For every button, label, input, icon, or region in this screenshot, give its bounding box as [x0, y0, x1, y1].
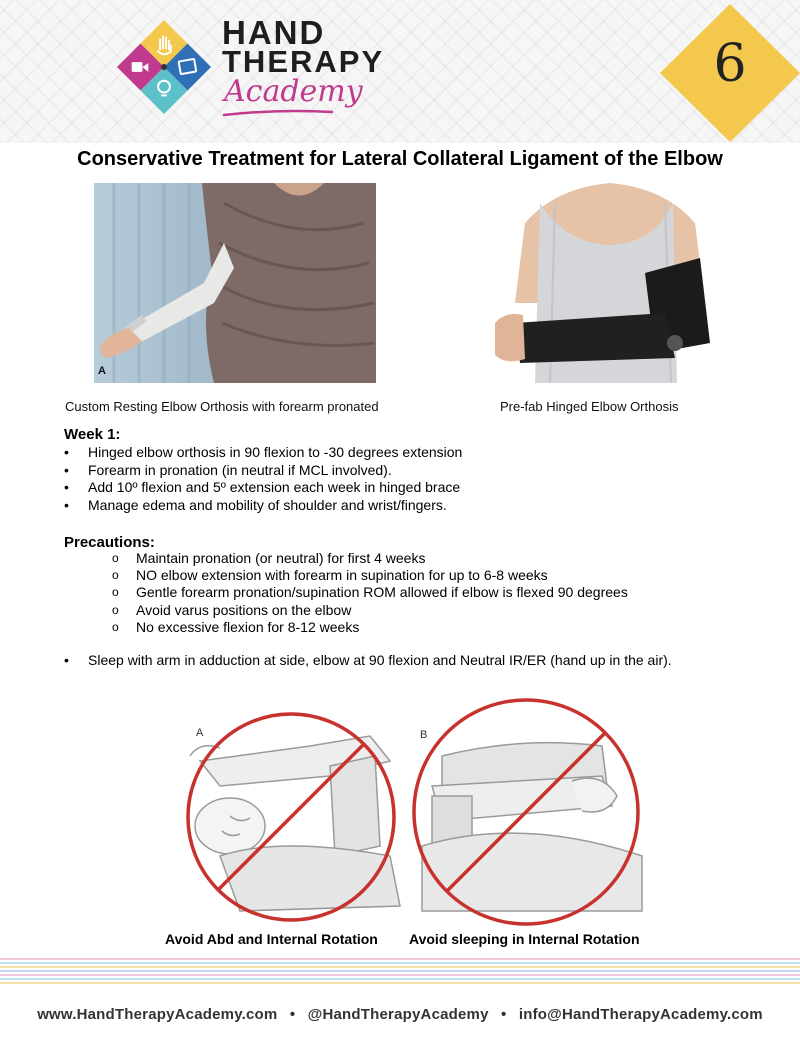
week1-list: [64, 444, 462, 514]
stripe-line: [0, 978, 800, 980]
stripe-line: [0, 970, 800, 972]
left-photo-caption: Custom Resting Elbow Orthosis with forearm pronated: [65, 399, 379, 414]
list-item: • Hinged elbow orthosis in 90 flexion to -30 degrees extension: [64, 444, 462, 462]
page-title: Conservative Treatment for Lateral Collateral Ligament of the Elbow: [77, 148, 723, 170]
logo-swoosh-icon: [222, 108, 334, 118]
hand-therapy-logo-icon: [115, 18, 213, 116]
week1-heading: Week 1:: [64, 426, 121, 443]
list-item: • Manage edema and mobility of shoulder and wrist/fingers.: [64, 497, 462, 515]
list-item: o No excessive flexion for 8-12 weeks: [112, 619, 628, 636]
precautions-heading: Precautions:: [64, 534, 155, 551]
right-photo-caption: Pre-fab Hinged Elbow Orthosis: [500, 399, 679, 414]
list-item: o Gentle forearm pronation/supination ROM allowed if elbow is flexed 90 degrees: [112, 584, 628, 601]
footer-contact: [0, 1006, 800, 1023]
list-item: o Avoid varus positions on the elbow: [112, 602, 628, 619]
resting-orthosis-illustration: [94, 183, 376, 383]
footer-social-link[interactable]: @HandTherapyAcademy: [307, 1006, 489, 1023]
illustration-b-caption: Avoid sleeping in Internal Rotation: [409, 931, 640, 947]
footer-separator: •: [289, 1006, 296, 1023]
stripe-line: [0, 974, 800, 976]
logo-text-hand: HAND: [222, 14, 326, 51]
logo-text-academy: Academy: [224, 74, 363, 109]
hinged-orthosis-photo: [495, 183, 725, 383]
resting-orthosis-photo: [94, 183, 376, 383]
sleep-instruction: • Sleep with arm in adduction at side, elbow at 90 flexion and Neutral IR/ER (hand up in the air).: [64, 652, 672, 668]
no-internal-rotation-illustration: [402, 696, 650, 928]
footer-stripes: [0, 958, 800, 990]
list-item: • Add 10º flexion and 5º extension each week in hinged brace: [64, 479, 462, 497]
footer-email-link[interactable]: info@HandTherapyAcademy.com: [518, 1006, 763, 1023]
page-number: 6: [713, 34, 747, 94]
list-item: o NO elbow extension with forearm in supination for up to 6-8 weeks: [112, 567, 628, 584]
stripe-line: [0, 982, 800, 984]
stripe-line: [0, 958, 800, 960]
illustration-label-b: B: [420, 729, 428, 741]
header-banner: [0, 0, 800, 143]
logo-text-therapy: THERAPY: [222, 44, 385, 79]
stripe-line: [0, 962, 800, 964]
footer-website-link[interactable]: www.HandTherapyAcademy.com: [37, 1006, 278, 1023]
list-item: o Maintain pronation (or neutral) for first 4 weeks: [112, 550, 628, 567]
footer-separator: •: [501, 1006, 507, 1023]
no-abduction-illustration: [160, 706, 422, 928]
stripe-line: [0, 966, 800, 968]
list-item: • Forearm in pronation (in neutral if MCL involved).: [64, 462, 462, 480]
photo-label-a: A: [98, 365, 106, 377]
precautions-list: [112, 550, 628, 636]
illustration-a-caption: Avoid Abd and Internal Rotation: [165, 931, 378, 947]
hinged-orthosis-illustration: [495, 183, 725, 383]
illustration-label-a: A: [196, 727, 204, 739]
